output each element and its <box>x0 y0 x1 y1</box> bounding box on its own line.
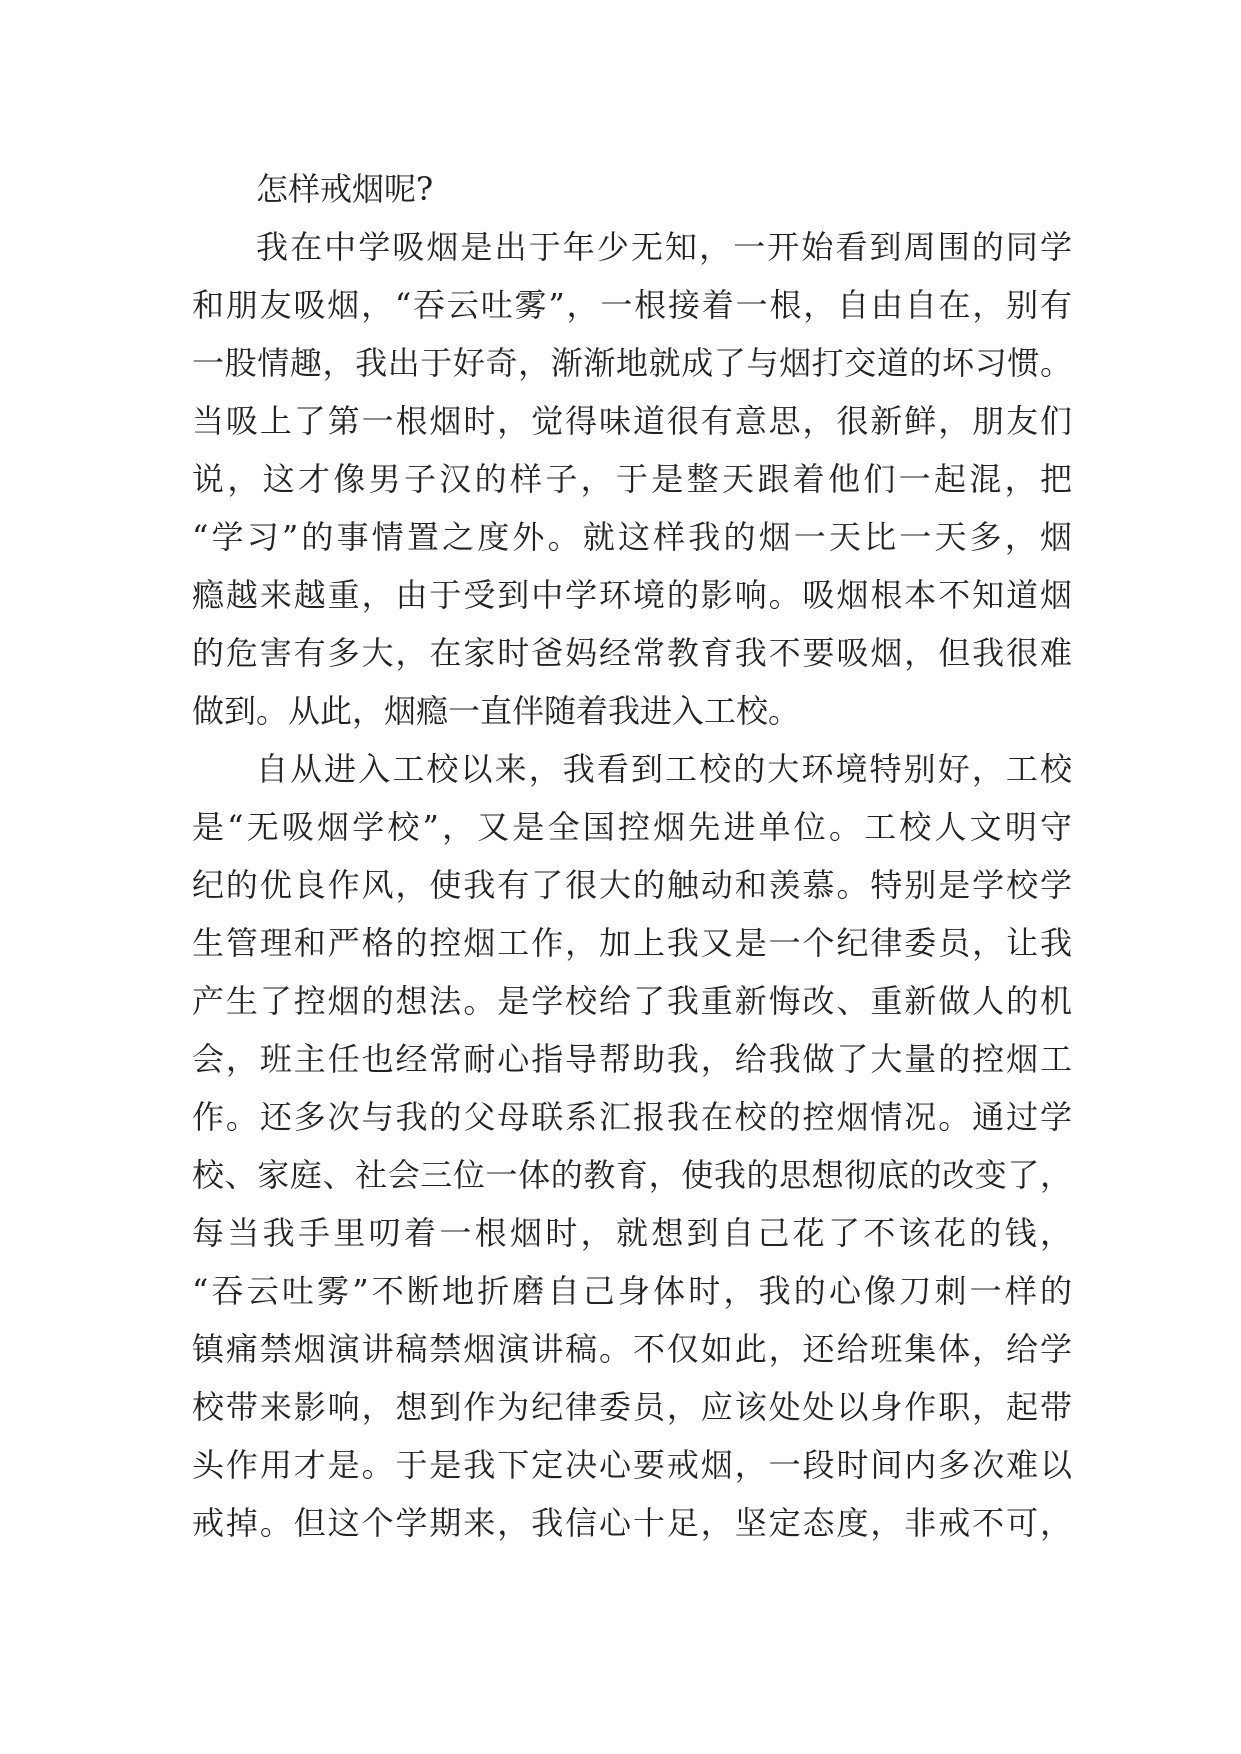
paragraph-2-line: 生管理和严格的控烟工作，加上我又是一个纪律委员，让我 <box>192 924 1072 962</box>
paragraph-2-line: 纪的优良作风，使我有了很大的触动和羡慕。特别是学校学 <box>192 866 1072 904</box>
paragraph-2-line: 自从进入工校以来，我看到工校的大环境特别好，工校 <box>256 750 1072 788</box>
paragraph-1-line: 一股情趣，我出于好奇，渐渐地就成了与烟打交道的坏习惯。 <box>192 344 1072 382</box>
paragraph-1-line: 瘾越来越重，由于受到中学环境的影响。吸烟根本不知道烟 <box>192 576 1072 614</box>
paragraph-2-line: 是“无吸烟学校”，又是全国控烟先进单位。工校人文明守 <box>192 808 1072 846</box>
heading-line: 怎样戒烟呢? <box>256 170 434 208</box>
paragraph-2-line: 会，班主任也经常耐心指导帮助我，给我做了大量的控烟工 <box>192 1040 1072 1078</box>
paragraph-2-line: 镇痛禁烟演讲稿禁烟演讲稿。不仅如此，还给班集体，给学 <box>192 1330 1072 1368</box>
paragraph-2-line: “吞云吐雾”不断地折磨自己身体时，我的心像刀刺一样的 <box>192 1272 1072 1310</box>
paragraph-2-line: 戒掉。但这个学期来，我信心十足，坚定态度，非戒不可， <box>192 1504 1072 1542</box>
paragraph-2-line: 每当我手里叨着一根烟时，就想到自己花了不该花的钱， <box>192 1214 1072 1252</box>
document-body <box>192 160 1072 1552</box>
paragraph-2-line: 头作用才是。于是我下定决心要戒烟，一段时间内多次难以 <box>192 1446 1072 1484</box>
paragraph-1-line: 和朋友吸烟，“吞云吐雾”，一根接着一根，自由自在，别有 <box>192 286 1072 324</box>
paragraph-2-line: 产生了控烟的想法。是学校给了我重新悔改、重新做人的机 <box>192 982 1072 1020</box>
paragraph-1-line: “学习”的事情置之度外。就这样我的烟一天比一天多，烟 <box>192 518 1072 556</box>
paragraph-1-line: 的危害有多大，在家时爸妈经常教育我不要吸烟，但我很难 <box>192 634 1072 672</box>
paragraph-2-line: 作。还多次与我的父母联系汇报我在校的控烟情况。通过学 <box>192 1098 1072 1136</box>
paragraph-2-line: 校、家庭、社会三位一体的教育，使我的思想彻底的改变了， <box>192 1156 1072 1194</box>
paragraph-1-line: 我在中学吸烟是出于年少无知，一开始看到周围的同学 <box>256 228 1072 266</box>
paragraph-1-line: 做到。从此，烟瘾一直伴随着我进入工校。 <box>192 692 801 730</box>
paragraph-2-line: 校带来影响，想到作为纪律委员，应该处处以身作职，起带 <box>192 1388 1072 1426</box>
paragraph-1-line: 当吸上了第一根烟时，觉得味道很有意思，很新鲜，朋友们 <box>192 402 1072 440</box>
paragraph-1-line: 说，这才像男子汉的样子，于是整天跟着他们一起混，把 <box>192 460 1072 498</box>
